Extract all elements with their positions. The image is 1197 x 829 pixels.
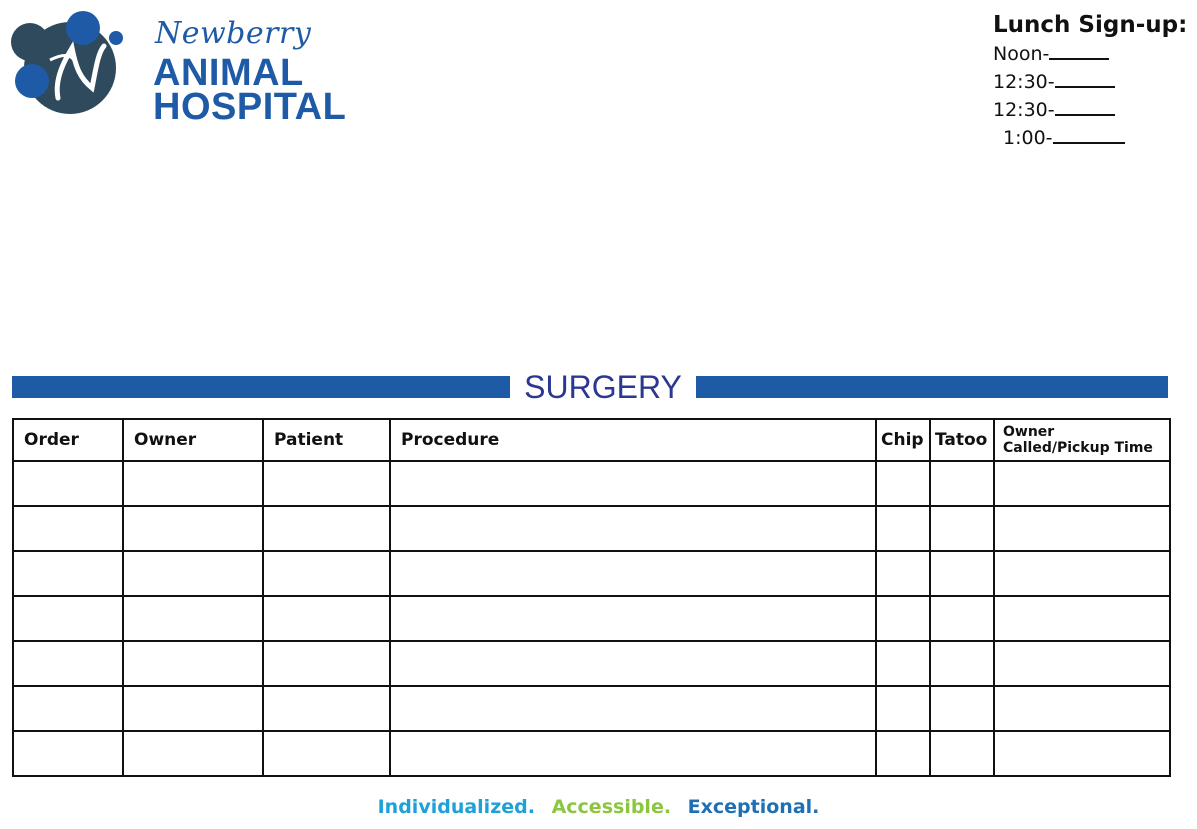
table-cell[interactable]	[930, 461, 994, 506]
table-cell[interactable]	[876, 551, 930, 596]
banner-bar-right	[696, 376, 1168, 398]
table-cell[interactable]	[930, 731, 994, 776]
lunch-title: Lunch Sign-up:	[993, 12, 1188, 38]
section-banner	[12, 368, 1168, 408]
table-cell[interactable]	[263, 686, 390, 731]
table-cell[interactable]	[994, 461, 1170, 506]
table-cell[interactable]	[390, 596, 876, 641]
lunch-slot-label: 12:30-	[993, 99, 1055, 121]
pickup-header-line2: Called/Pickup Time	[1003, 440, 1153, 456]
table-cell[interactable]	[390, 731, 876, 776]
table-row	[13, 551, 1170, 596]
table-cell[interactable]	[930, 641, 994, 686]
table-cell[interactable]	[123, 641, 263, 686]
table-cell[interactable]	[263, 461, 390, 506]
table-cell[interactable]	[123, 506, 263, 551]
table-cell[interactable]	[390, 506, 876, 551]
table-row	[13, 461, 1170, 506]
table-row	[13, 641, 1170, 686]
table-cell[interactable]	[13, 551, 123, 596]
table-cell[interactable]	[876, 641, 930, 686]
table-cell[interactable]	[13, 731, 123, 776]
table-cell[interactable]	[390, 551, 876, 596]
surgery-table	[12, 418, 1171, 777]
logo-mark-icon	[10, 8, 135, 118]
lunch-slot-blank[interactable]	[1049, 44, 1109, 60]
table-cell[interactable]	[263, 596, 390, 641]
section-title: SURGERY	[524, 369, 682, 405]
table-cell[interactable]	[994, 731, 1170, 776]
table-row	[13, 596, 1170, 641]
table-row	[13, 506, 1170, 551]
table-cell[interactable]	[930, 506, 994, 551]
table-cell[interactable]	[390, 641, 876, 686]
table-cell[interactable]	[930, 596, 994, 641]
table-cell[interactable]	[123, 686, 263, 731]
lunch-slot-label: 12:30-	[993, 71, 1055, 93]
column-header-tatoo: Tatoo	[930, 419, 994, 461]
table-cell[interactable]	[123, 551, 263, 596]
lunch-slot[interactable]	[993, 40, 1193, 68]
table-cell[interactable]	[876, 596, 930, 641]
table-cell[interactable]	[390, 686, 876, 731]
table-header-row	[13, 419, 1170, 461]
table-cell[interactable]	[994, 641, 1170, 686]
tagline-word-accessible: Accessible.	[551, 796, 672, 818]
lunch-slot-label: Noon-	[993, 43, 1050, 65]
table-cell[interactable]	[123, 731, 263, 776]
column-header-chip: Chip	[876, 419, 930, 461]
table-cell[interactable]	[994, 506, 1170, 551]
table-cell[interactable]	[876, 686, 930, 731]
table-cell[interactable]	[13, 686, 123, 731]
table-cell[interactable]	[994, 686, 1170, 731]
column-header-order: Order	[13, 419, 123, 461]
table-cell[interactable]	[263, 731, 390, 776]
lunch-slot-blank[interactable]	[1053, 128, 1125, 144]
table-cell[interactable]	[263, 551, 390, 596]
lunch-slot[interactable]	[993, 96, 1193, 124]
table-cell[interactable]	[13, 461, 123, 506]
footer-tagline	[0, 796, 1197, 818]
table-cell[interactable]	[994, 596, 1170, 641]
pickup-header-line1: Owner	[1003, 424, 1055, 440]
table-cell[interactable]	[994, 551, 1170, 596]
banner-bar-left	[12, 376, 510, 398]
table-cell[interactable]	[930, 551, 994, 596]
table-cell[interactable]	[13, 641, 123, 686]
lunch-slot-label: 1:00-	[1003, 127, 1053, 149]
column-header-procedure: Procedure	[390, 419, 876, 461]
hospital-logo	[10, 8, 370, 128]
logo-line-hospital: HOSPITAL	[153, 86, 347, 128]
lunch-signup	[993, 10, 1193, 152]
lunch-slot-blank[interactable]	[1055, 72, 1115, 88]
table-cell[interactable]	[263, 641, 390, 686]
tagline-word-individualized: Individualized.	[377, 796, 535, 818]
tagline-word-exceptional: Exceptional.	[687, 796, 820, 818]
lunch-slot[interactable]	[993, 68, 1193, 96]
table-cell[interactable]	[123, 461, 263, 506]
column-header-pickup	[994, 419, 1170, 461]
table-row	[13, 686, 1170, 731]
column-header-owner: Owner	[123, 419, 263, 461]
table-cell[interactable]	[123, 596, 263, 641]
table-cell[interactable]	[876, 461, 930, 506]
logo-line-animal: ANIMAL	[153, 52, 304, 94]
table-row	[13, 731, 1170, 776]
table-cell[interactable]	[876, 731, 930, 776]
lunch-slot-blank[interactable]	[1055, 100, 1115, 116]
column-header-patient: Patient	[263, 419, 390, 461]
table-cell[interactable]	[876, 506, 930, 551]
table-cell[interactable]	[13, 596, 123, 641]
table-cell[interactable]	[390, 461, 876, 506]
logo-script-text: Newberry	[155, 16, 312, 51]
table-cell[interactable]	[263, 506, 390, 551]
lunch-slot[interactable]	[993, 124, 1193, 152]
table-cell[interactable]	[930, 686, 994, 731]
table-cell[interactable]	[13, 506, 123, 551]
